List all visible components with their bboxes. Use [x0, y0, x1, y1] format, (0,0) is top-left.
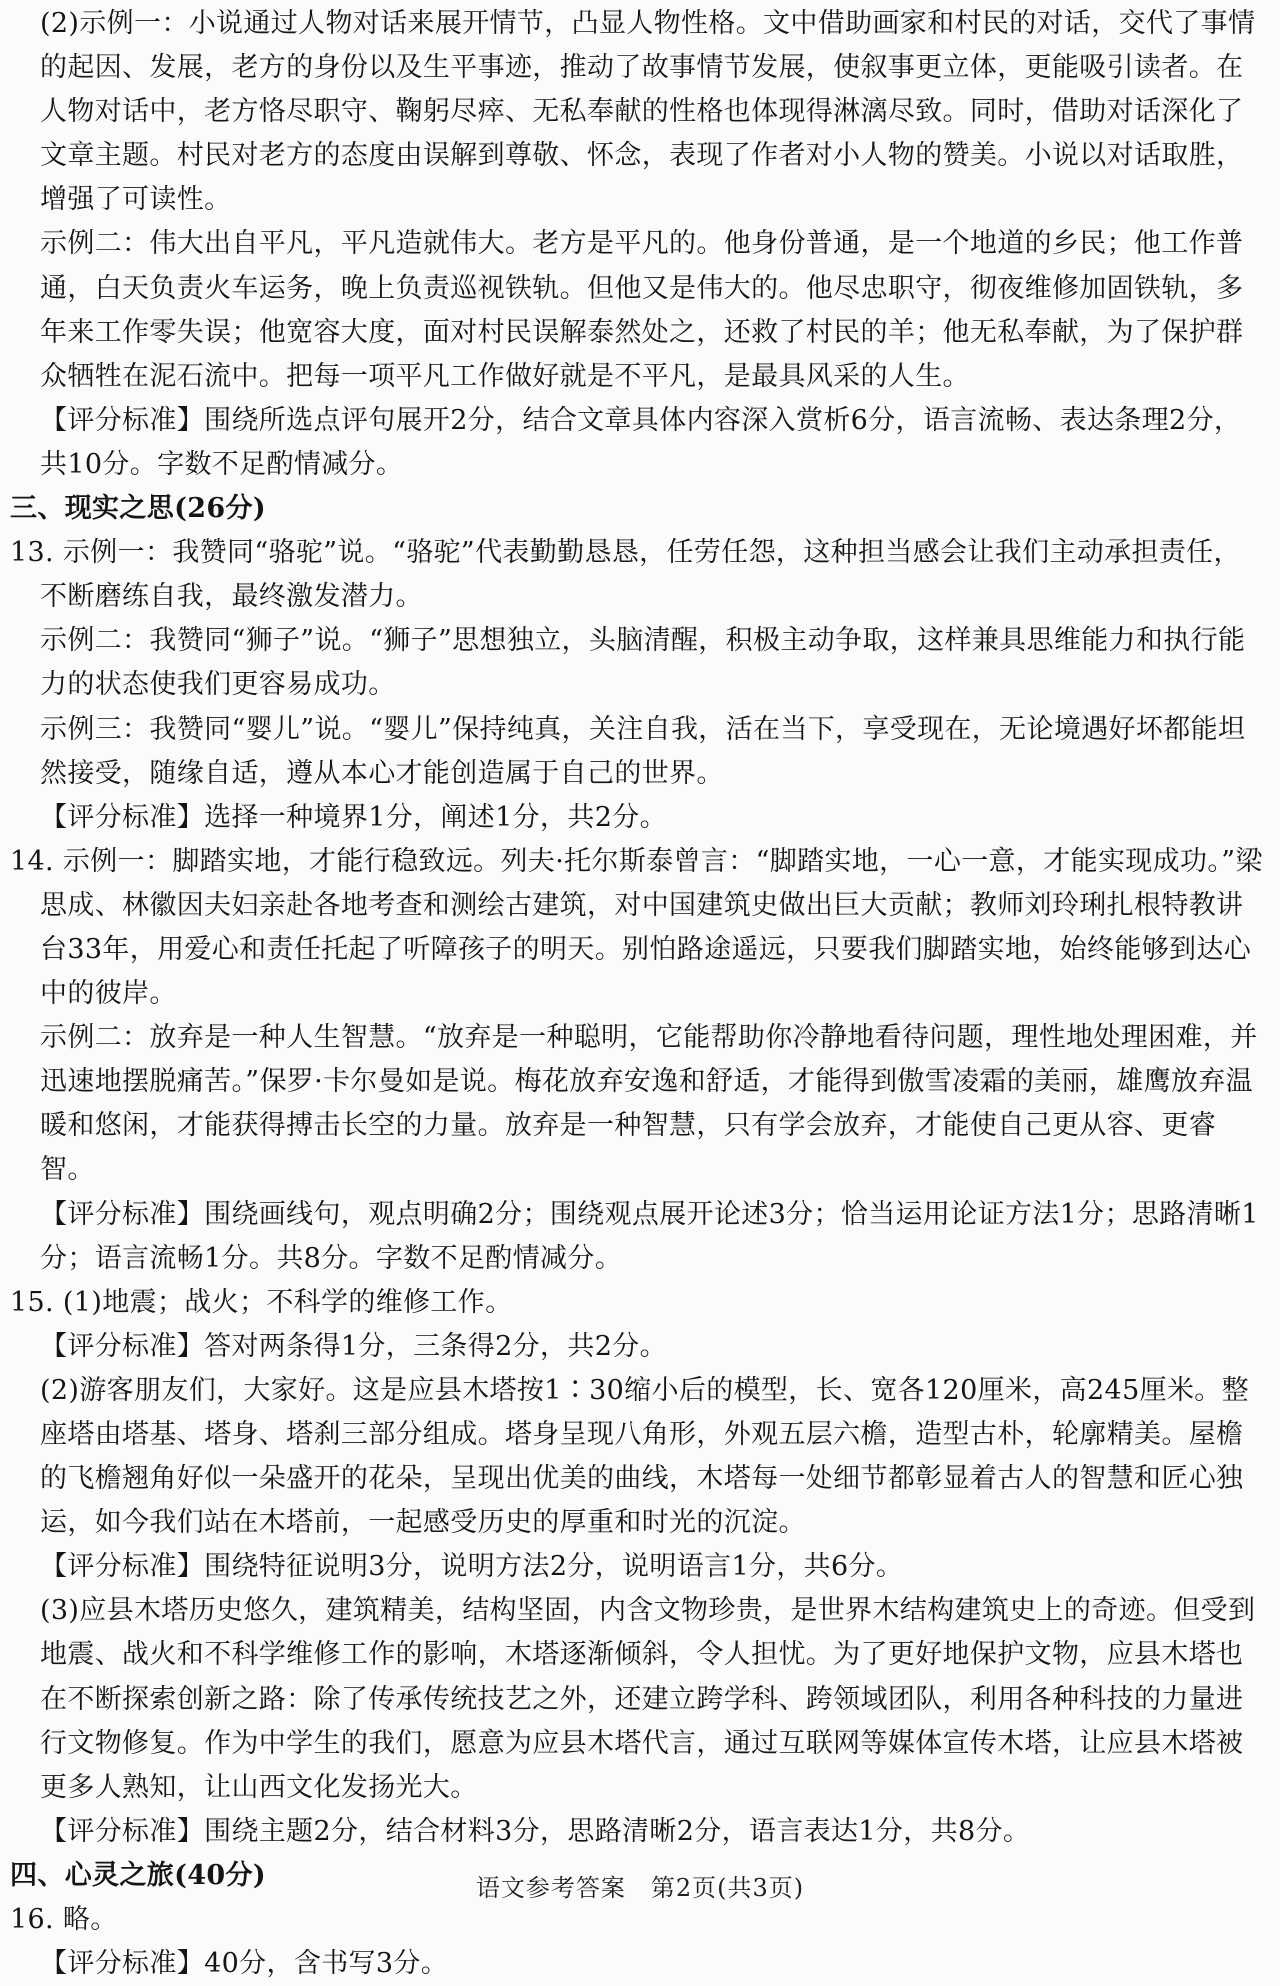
q13-scoring-criteria: 【评分标准】选择一种境界1分，阐述1分，共2分。	[40, 801, 667, 833]
q12-2-example-1: (2)示例一：小说通过人物对话来展开情节，凸显人物性格。文中借助画家和村民的对话，交代了事情的起因、发展，老方的身份以及生平事迹，推动了故事情节发展，使叙事更立体，更能吸引读者。在人物对话中，老方恪尽职守、鞠躬尽瘁、无私奉献的性格也体现得淋漓尽致。同时，借助对话深化了文章主题。村民对老方的态度由误解到尊敬、怀念，表现了作者对小人物的赞美。小说以对话取胜，增强了可读性。	[40, 8, 1256, 216]
answer-content	[10, 2, 1266, 1986]
q14-example-2: 示例二：放弃是一种人生智慧。“放弃是一种聪明，它能帮助你冷静地看待问题，理性地处理困难，并迅速地摆脱痛苦。”保罗·卡尔曼如是说。梅花放弃安逸和舒适，才能得到傲雪凌霜的美丽，雄鹰放弃温暖和悠闲，才能获得搏击长空的力量。放弃是一种智慧，只有学会放弃，才能使自己更从容、更睿智。	[40, 1022, 1258, 1186]
q15-2-answer: (2)游客朋友们，大家好。这是应县木塔按1∶30缩小后的模型，长、宽各120厘米，高245厘米。整座塔由塔基、塔身、塔刹三部分组成。塔身呈现八角形，外观五层六檐，造型古朴，轮廓精美。屋檐的飞檐翘角好似一朵盛开的花朵，呈现出优美的曲线，木塔每一处细节都彰显着古人的智慧和匠心独运，如今我们站在木塔前，一起感受历史的厚重和时光的沉淀。	[40, 1374, 1249, 1539]
q15-3-answer: (3)应县木塔历史悠久，建筑精美，结构坚固，内含文物珍贵，是世界木结构建筑史上的奇迹。但受到地震、战火和不科学维修工作的影响，木塔逐渐倾斜，令人担忧。为了更好地保护文物，应县木塔也在不断探索创新之路：除了传承传统技艺之外，还建立跨学科、跨领域团队，利用各种科技的力量进行文物修复。作为中学生的我们，愿意为应县木塔代言，通过互联网等媒体宣传木塔，让应县木塔被更多人熟知，让山西文化发扬光大。	[40, 1595, 1256, 1803]
q13-example-1: 13. 示例一：我赞同“骆驼”说。“骆驼”代表勤勤恳恳，任劳任怨，这种担当感会让我们主动承担责任，不断磨练自我，最终激发潜力。	[10, 537, 1241, 613]
q14-example-1: 14. 示例一：脚踏实地，才能行稳致远。列夫·托尔斯泰曾言：“脚踏实地，一心一意，才能实现成功。”梁思成、林徽因夫妇亲赴各地考查和测绘古建筑，对中国建筑史做出巨大贡献；教师刘玲琍扎根特教讲台33年，用爱心和责任托起了听障孩子的明天。别怕路途遥远，只要我们脚踏实地，始终能够到达心中的彼岸。	[10, 845, 1263, 1010]
q15-1-scoring-criteria: 【评分标准】答对两条得1分，三条得2分，共2分。	[40, 1330, 667, 1362]
q13-example-3: 示例三：我赞同“婴儿”说。“婴儿”保持纯真，关注自我，活在当下，享受现在，无论境遇好坏都能坦然接受，随缘自适，遵从本心才能创造属于自己的世界。	[40, 713, 1246, 789]
q15-1-answer: 15. (1)地震；战火；不科学的维修工作。	[10, 1286, 513, 1318]
q12-2-scoring-criteria: 【评分标准】围绕所选点评句展开2分，结合文章具体内容深入赏析6分，语言流畅、表达条理2分，共10分。字数不足酌情减分。	[40, 404, 1242, 480]
section-3-heading: 三、现实之思(26分)	[10, 493, 266, 525]
q15-3-scoring-criteria: 【评分标准】围绕主题2分，结合材料3分，思路清晰2分，语言表达1分，共8分。	[40, 1815, 1031, 1847]
q14-scoring-criteria: 【评分标准】围绕画线句，观点明确2分；围绕观点展开论述3分；恰当运用论证方法1分；思路清晰1分；语言流畅1分。共8分。字数不足酌情减分。	[40, 1198, 1259, 1274]
q16-scoring-criteria: 【评分标准】40分，含书写3分。	[40, 1948, 449, 1980]
q12-2-example-2: 示例二：伟大出自平凡，平凡造就伟大。老方是平凡的。他身份普通，是一个地道的乡民；他工作普通，白天负责火车运务，晚上负责巡视铁轨。但他又是伟大的。他尽忠职守，彻夜维修加固铁轨，多年来工作零失误；他宽容大度，面对村民误解泰然处之，还救了村民的羊；他无私奉献，为了保护群众牺牲在泥石流中。把每一项平凡工作做好就是不平凡，是最具风采的人生。	[40, 228, 1244, 392]
q15-2-scoring-criteria: 【评分标准】围绕特征说明3分，说明方法2分，说明语言1分，共6分。	[40, 1551, 904, 1583]
q16-answer: 16. 略。	[10, 1904, 118, 1936]
q13-example-2: 示例二：我赞同“狮子”说。“狮子”思想独立，头脑清醒，积极主动争取，这样兼具思维能力和执行能力的状态使我们更容易成功。	[40, 625, 1246, 701]
page-footer: 语文参考答案 第2页(共3页)	[475, 1874, 805, 1902]
section-4-heading: 四、心灵之旅(40分)	[10, 1859, 266, 1891]
